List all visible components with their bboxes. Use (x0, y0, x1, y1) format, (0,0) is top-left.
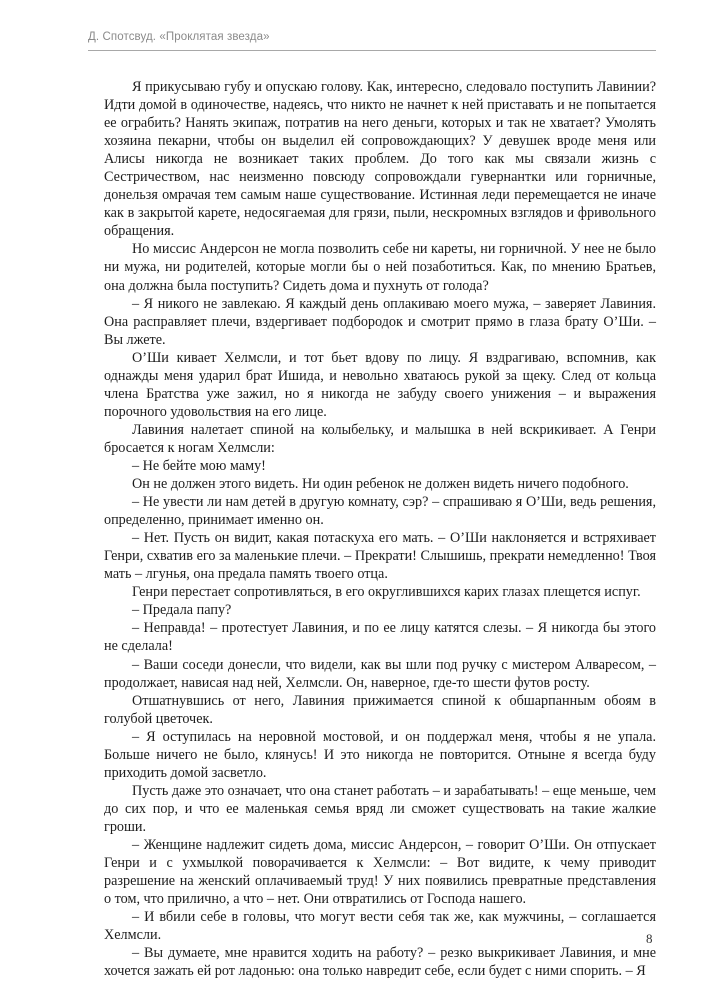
paragraph: Он не должен этого видеть. Ни один ребенок не должен видеть ничего подобного. (132, 476, 629, 493)
paragraph: – Я никого не завлекаю. Я каждый день оплакиваю моего мужа, – заверяет Лавиния. Она расправляет плечи, вздергивает подбородок и смотрит прямо в глаза брату О’Ши. – Вы лжете. (104, 295, 656, 348)
paragraph: – Женщине надлежит сидеть дома, миссис Андерсон, – говорит О’Ши. Он отпускает Генри и с ухмылкой поворачивается к Хелмсли: – Вот видите, к чему приводит разрешение на женский оплачиваемый труд! У них появились превратные представления о том, что прилично, а что – нет. Они отвратились от Господа нашего. (104, 836, 656, 908)
paragraph: – Нет. Пусть он видит, какая потаскуха его мать. – О’Ши наклоняется и встряхивает Генри, схватив его за маленькие плечи. – Прекрати! Слышишь, прекрати немедленно! Твоя мать – лгунья, она предала память твоего отца. (104, 530, 656, 583)
paragraph: Генри перестает сопротивляться, в его округлившихся карих глазах плещется испуг. (132, 584, 641, 601)
paragraph: Лавиния налетает спиной на колыбельку, и малышка в ней вскрикивает. А Генри бросается к ногам Хелмсли: (104, 421, 656, 456)
paragraph: – И вбили себе в головы, что могут вести себя так же, как мужчины, – соглашается Хелмсли. (104, 909, 656, 944)
paragraph: Но миссис Андерсон не могла позволить себе ни кареты, ни горничной. У нее не было ни мужа, ни родителей, которые могли бы о ней позаботиться. Как, по мнению Братьев, она должна была поступить? Сидеть дома и пухнуть от голода? (104, 241, 657, 294)
paragraph: – Не бейте мою маму! (132, 457, 266, 474)
page-number: 8 (646, 931, 653, 946)
paragraph: – Ваши соседи донесли, что видели, как вы шли под ручку с мистером Алваресом, – продолжает, нависая над ней, Хелмсли. Он, наверное, где-то шести футов росту. (104, 656, 656, 691)
running-head: Д. Спотсвуд. «Проклятая звезда» (88, 31, 270, 43)
paragraph: – Неправда! – протестует Лавиния, и по ее лицу катятся слезы. – Я никогда бы этого не сделала! (104, 620, 656, 655)
paragraph: – Я оступилась на неровной мостовой, и он поддержал меня, чтобы я не упала. Больше ничего не было, клянусь! И это никогда не повторится. Отныне я всегда буду приходить домой засветло. (104, 728, 656, 781)
paragraph: Я прикусываю губу и опускаю голову. Как, интересно, следовало поступить Лавинии? Идти домой в одиночестве, надеясь, что никто не начнет к ней приставать и не попытается ее ограбить? Нанять экипаж, потратив на него деньги, которых и так не хватает? Умолять хозяина пекарни, чтобы он выделил ей сопровождающих? У девушек вроде меня или Алисы никогда не возникает таких проблем. До того как мы связали жизнь с Сестричеством, нас неизменно повсюду сопровождали гувернантки или горничные, донельзя омрачая тем самым наше существование. Истинная леди перемещается не иначе как в закрытой карете, недосягаемая для грязи, пыли, нескромных взглядов и фривольного обращения. (104, 79, 656, 240)
body-text (104, 78, 656, 980)
paragraph: – Не увести ли нам детей в другую комнату, сэр? – спрашиваю я О’Ши, ведь решения, определенно, принимает именно он. (104, 494, 656, 529)
paragraph: Отшатнувшись от него, Лавиния прижимается спиной к обшарпанным обоям в голубой цветочек. (104, 692, 656, 727)
paragraph: Пусть даже это означает, что она станет работать – и зарабатывать! – еще меньше, чем до сих пор, и что ее маленькая семья вряд ли сможет существовать на такие жалкие гроши. (104, 782, 656, 835)
header-rule (88, 50, 656, 51)
paragraph: – Предала папу? (132, 602, 232, 619)
paragraph: – Вы думаете, мне нравится ходить на работу? – резко выкрикивает Лавиния, и мне хочется зажать ей рот ладонью: она только навредит себе, если будет с ними спорить. – Я (104, 945, 656, 980)
paragraph: О’Ши кивает Хелмсли, и тот бьет вдову по лицу. Я вздрагиваю, вспомнив, как однажды меня ударил брат Ишида, и невольно хватаюсь рукой за щеку. След от кольца члена Братства уже зажил, но я никогда не забуду своего унижения – и выражения порочного удовольствия на его лице. (104, 349, 656, 420)
